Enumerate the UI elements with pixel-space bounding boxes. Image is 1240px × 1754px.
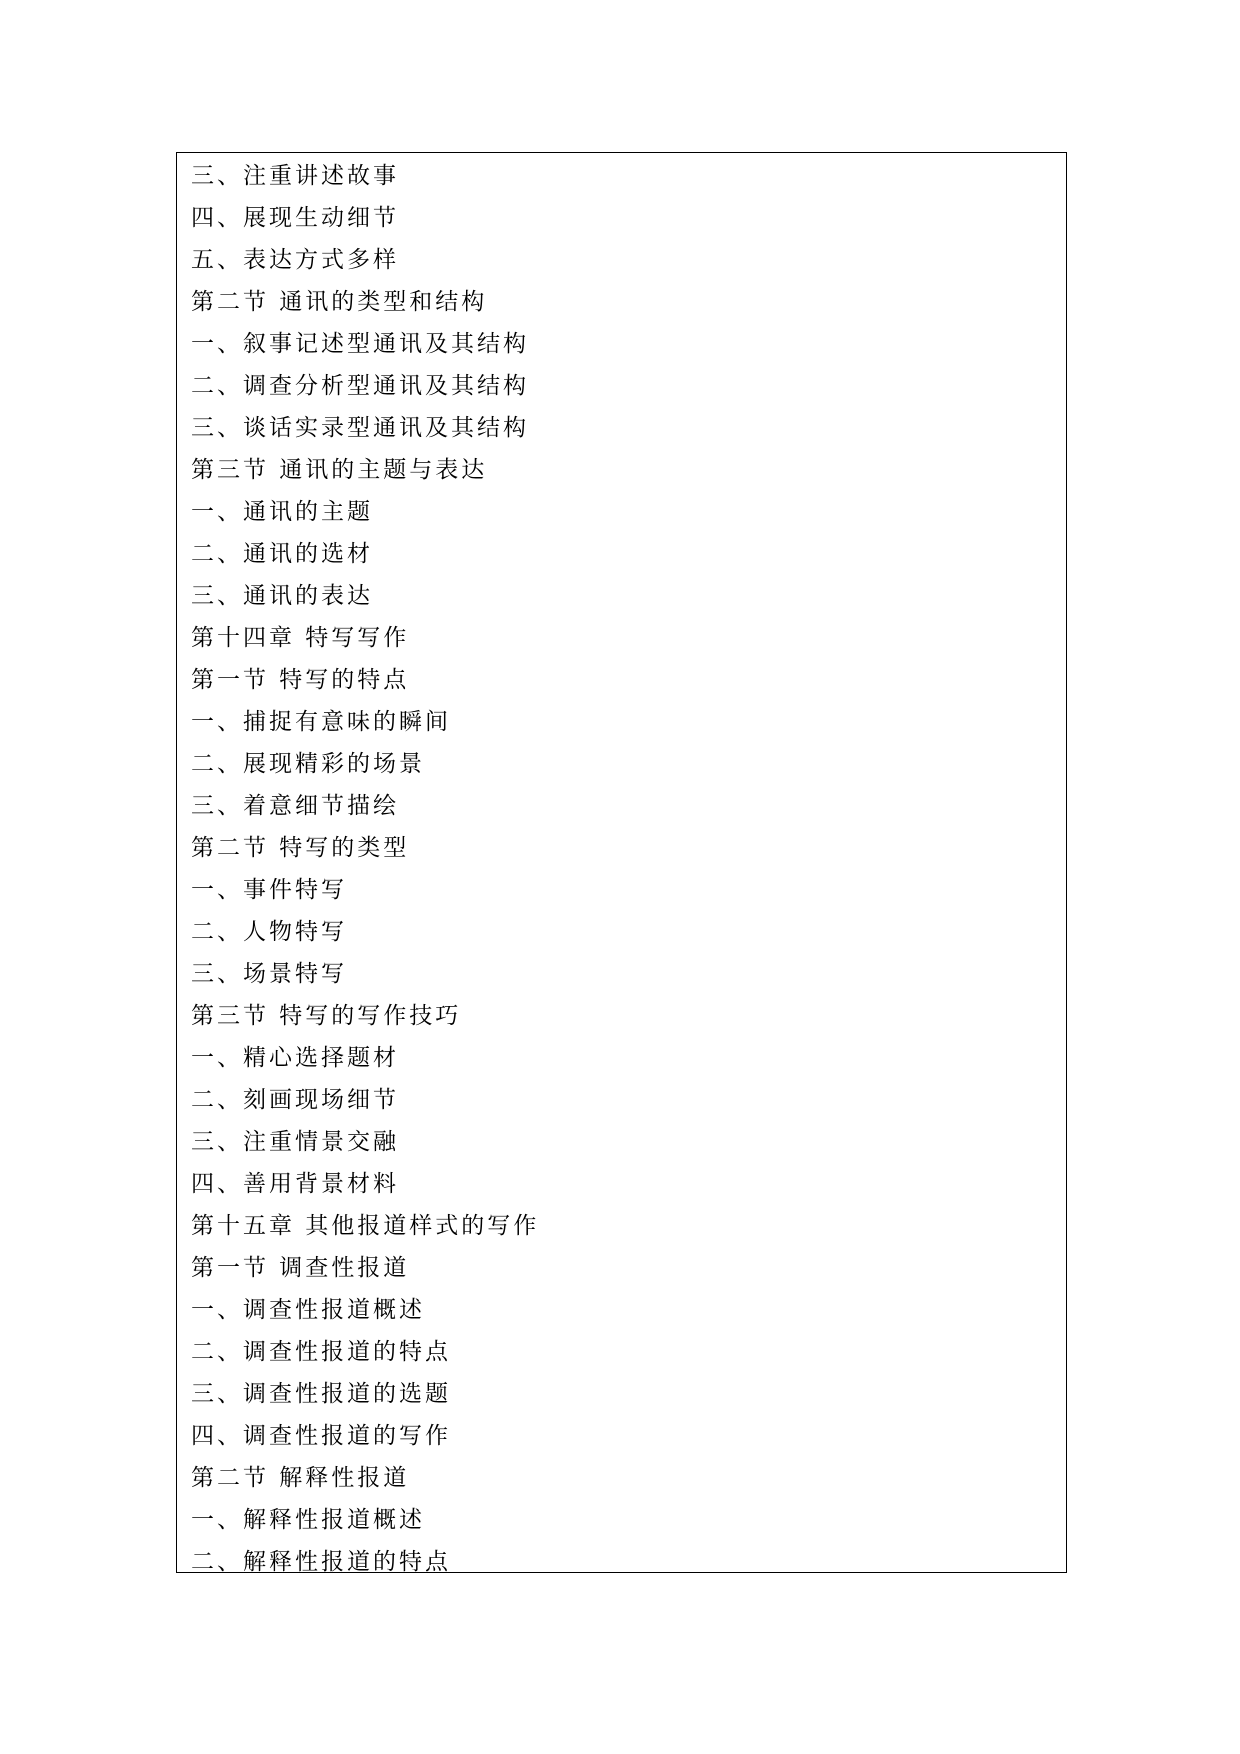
section-heading: 第二节 通讯的类型和结构	[191, 289, 488, 315]
outline-line: 一、捕捉有意味的瞬间	[191, 709, 451, 735]
section-heading: 第一节 特写的特点	[191, 667, 410, 693]
outline-line: 三、着意细节描绘	[191, 793, 399, 819]
chapter-heading: 第十四章 特写写作	[191, 625, 410, 651]
outline-line: 二、展现精彩的场景	[191, 751, 425, 777]
outline-line: 四、善用背景材料	[191, 1171, 399, 1197]
outline-list	[191, 155, 539, 1583]
outline-line: 二、刻画现场细节	[191, 1087, 399, 1113]
outline-line: 一、事件特写	[191, 877, 347, 903]
outline-line: 三、注重讲述故事	[191, 163, 399, 189]
outline-line: 三、调查性报道的选题	[191, 1381, 451, 1407]
outline-line: 二、调查性报道的特点	[191, 1339, 451, 1365]
section-heading: 第一节 调查性报道	[191, 1255, 410, 1281]
chapter-heading: 第十五章 其他报道样式的写作	[191, 1213, 540, 1239]
outline-line: 二、解释性报道的特点	[191, 1549, 451, 1575]
section-heading: 第二节 解释性报道	[191, 1465, 410, 1491]
section-heading: 第三节 特写的写作技巧	[191, 1003, 462, 1029]
outline-line: 一、叙事记述型通讯及其结构	[191, 331, 529, 357]
outline-line: 二、调查分析型通讯及其结构	[191, 373, 529, 399]
outline-line: 一、精心选择题材	[191, 1045, 399, 1071]
outline-line: 三、通讯的表达	[191, 583, 373, 609]
section-heading: 第三节 通讯的主题与表达	[191, 457, 488, 483]
outline-line: 三、注重情景交融	[191, 1129, 399, 1155]
outline-line: 四、调查性报道的写作	[191, 1423, 451, 1449]
outline-line: 二、人物特写	[191, 919, 347, 945]
section-heading: 第二节 特写的类型	[191, 835, 410, 861]
outline-line: 三、场景特写	[191, 961, 347, 987]
outline-line: 五、表达方式多样	[191, 247, 399, 273]
outline-line: 一、调查性报道概述	[191, 1297, 425, 1323]
outline-line: 三、谈话实录型通讯及其结构	[191, 415, 529, 441]
outline-line: 一、通讯的主题	[191, 499, 373, 525]
outline-line: 二、通讯的选材	[191, 541, 373, 567]
outline-line: 一、解释性报道概述	[191, 1507, 425, 1533]
outline-line: 四、展现生动细节	[191, 205, 399, 231]
